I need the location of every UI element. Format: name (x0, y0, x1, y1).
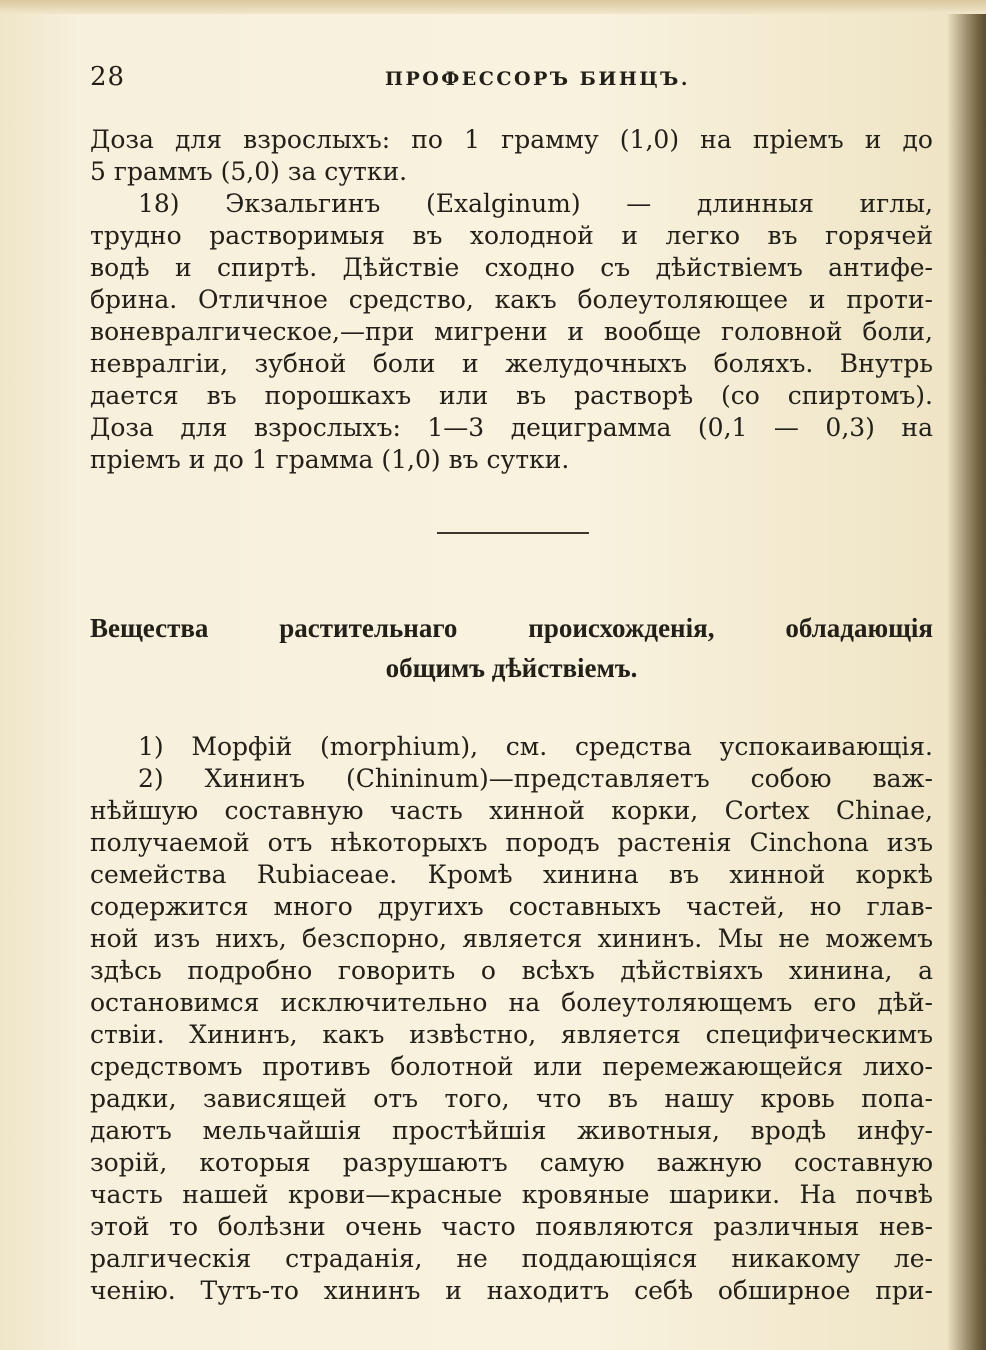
section-heading-continued: общимъ дѣйствіемъ. (385, 653, 638, 683)
text-line: ченію. Тутъ-то хининъ и находитъ себѣ обширное при- (90, 1276, 933, 1305)
text-line: ралгическія страданія, не поддающіяся никакому ле- (90, 1244, 933, 1273)
text-line: радки, зависящей отъ того, что въ нашу кровь попа- (90, 1084, 933, 1113)
text-line: Доза для взрослыхъ: по 1 грамму (1,0) на пріемъ и до (90, 125, 933, 154)
text-line: 1) Морфій (morphium), см. средства успокаивающія. (138, 732, 933, 761)
text-line: трудно растворимыя въ холодной и легко въ горячей (90, 221, 933, 250)
text-line: содержится много другихъ составныхъ частей, но глав- (90, 892, 933, 921)
text-line: воневралгическое,—при мигрени и вообще головной боли, (90, 317, 933, 346)
page-header (90, 62, 935, 96)
text-line: 5 граммъ (5,0) за сутки. (90, 157, 408, 186)
text-line: получаемой отъ нѣкоторыхъ породъ растенія Cinchona изъ (90, 828, 933, 857)
text-line: здѣсь подробно говорить о всѣхъ дѣйствіяхъ хинина, а (90, 956, 933, 985)
text-line: ствіи. Хининъ, какъ извѣстно, является специфическимъ (90, 1020, 933, 1049)
text-line: остановимся исключительно на болеутоляющемъ его дѣй- (90, 988, 933, 1017)
text-line: часть нашей крови—красные кровяные шарики. На почвѣ (90, 1180, 933, 1209)
text-line: ной изъ нихъ, безспорно, является хининъ. Мы не можемъ (90, 924, 933, 953)
text-line: пріемъ и до 1 грамма (1,0) въ сутки. (90, 445, 570, 474)
section-divider (437, 532, 589, 534)
text-line: 18) Экзальгинъ (Exalginum) — длинныя иглы, (138, 189, 933, 218)
text-line: дается въ порошкахъ или въ растворѣ (со спиртомъ). (90, 381, 933, 410)
page-number: 28 (90, 62, 126, 92)
text-line: даютъ мельчайшія простѣйшія животныя, вродѣ инфу- (90, 1116, 933, 1145)
text-line: нѣйшую составную часть хинной корки, Cortex Chinae, (90, 796, 933, 825)
page-top-edge (0, 0, 986, 14)
text-line: Доза для взрослыхъ: 1—3 децигрaмма (0,1 — 0,3) на (90, 413, 933, 442)
text-line: зорій, которыя разрушаютъ самую важную составную (90, 1148, 933, 1177)
text-line: этой то болѣзни очень часто появляются различныя нев- (90, 1212, 933, 1241)
text-line: семейства Rubiaceae. Кромѣ хинина въ хинной коркѣ (90, 860, 933, 889)
text-line: средствомъ противъ болотной или перемежающейся лихо- (90, 1052, 933, 1081)
text-line: 2) Хининъ (Chininum)—представляетъ собою важ- (138, 764, 933, 793)
text-line: невралгіи, зубной боли и желудочныхъ боляхъ. Внутрь (90, 349, 933, 378)
section-heading: Вещества растительнаго происхожденія, обладающія (90, 613, 933, 643)
text-line: водѣ и спиртѣ. Дѣйствіе сходно съ дѣйствіемъ антифе- (90, 253, 933, 282)
text-line: брина. Отличное средство, какъ болеутоляющее и проти- (90, 285, 933, 314)
running-title: ПРОФЕССОРЪ БИНЦЪ. (385, 68, 690, 90)
